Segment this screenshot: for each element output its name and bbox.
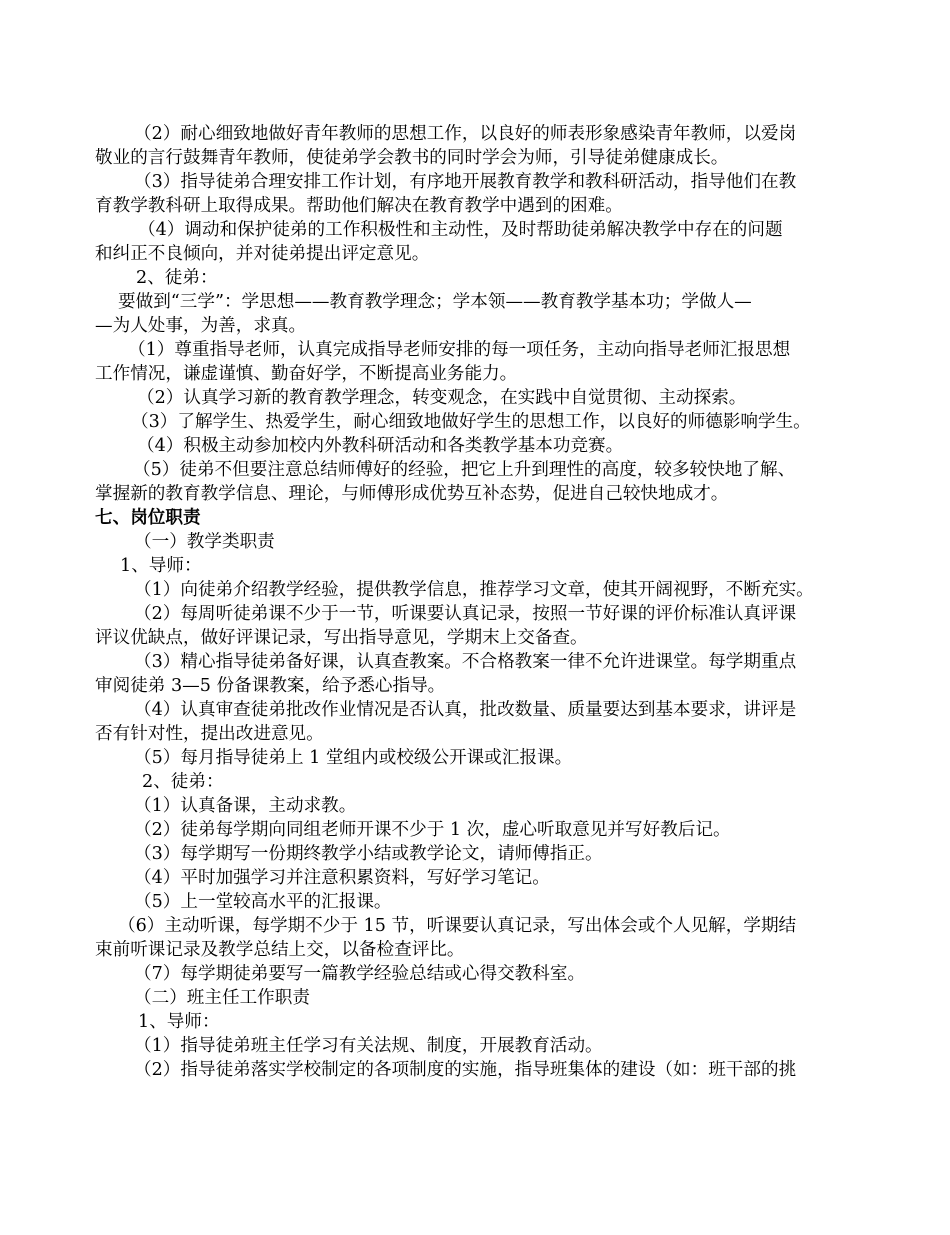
text-line: （1）认真备课，主动求教。 [134, 796, 357, 816]
text-line: （6）主动听课，每学期不少于 15 节，听课要认真记录，写出体会或个人见解，学期结 [118, 916, 797, 936]
text-line: （5）上一堂较高水平的汇报课。 [134, 892, 392, 912]
subheading: 2、徒弟： [142, 772, 224, 792]
text-line: （2）认真学习新的教育教学理念，转变观念，在实践中自觉贯彻、主动探索。 [137, 388, 747, 408]
text-line: （4）调动和保护徒弟的工作积极性和主动性，及时帮助徒弟解决教学中存在的问题 [138, 220, 783, 240]
text-line: （2）指导徒弟落实学校制定的各项制度的实施，指导班集体的建设（如：班干部的挑 [134, 1060, 797, 1080]
subheading: 2、徒弟： [136, 268, 218, 288]
text-line: 和纠正不良倾向，并对徒弟提出评定意见。 [95, 244, 430, 264]
text-line: （3）指导徒弟合理安排工作计划，有序地开展教育教学和教科研活动，指导他们在教 [134, 172, 797, 192]
text-line: （3）每学期写一份期终教学小结或教学论文，请师傅指正。 [134, 844, 603, 864]
text-line: （5）徒弟不但要注意总结师傅好的经验，把它上升到理性的高度，较多较快地了解、 [133, 460, 796, 480]
text-line: （2）徒弟每学期向同组老师开课不少于 1 次，虚心听取意见并写好教后记。 [134, 820, 731, 840]
text-line: 评议优缺点，做好评课记录，写出指导意见，学期末上交备查。 [95, 628, 588, 648]
text-line: （4）平时加强学习并注意积累资料，写好学习笔记。 [134, 868, 550, 888]
text-line: 育教学教科研上取得成果。帮助他们解决在教育教学中遇到的困难。 [95, 196, 623, 216]
text-line: —为人处事，为善，求真。 [95, 316, 307, 336]
text-line: （4）积极主动参加校内外教科研活动和各类教学基本功竞赛。 [137, 436, 624, 456]
text-line: 敬业的言行鼓舞青年教师，使徒弟学会教书的同时学会为师，引导徒弟健康成长。 [95, 148, 729, 168]
text-line: 掌握新的教育教学信息、理论，与师傅形成优势互补态势，促进自己较快地成才。 [95, 484, 729, 504]
subheading: 1、导师： [120, 556, 202, 576]
text-line: （3）精心指导徒弟备好课，认真查教案。不合格教案一律不允许进课堂。每学期重点 [134, 652, 797, 672]
text-line: （3）了解学生、热爱学生，耐心细致地做好学生的思想工作，以良好的师德影响学生。 [131, 412, 811, 432]
subsection-heading: （二）班主任工作职责 [134, 988, 310, 1008]
text-line: （2）每周听徒弟课不少于一节，听课要认真记录，按照一节好课的评价标准认真评课 [134, 604, 797, 624]
section-heading: 七、岗位职责 [95, 508, 201, 528]
text-line: 工作情况，谦虚谨慎、勤奋好学，不断提高业务能力。 [95, 364, 518, 384]
text-line: 要做到“三学”：学思想——教育教学理念；学本领——教育教学基本功；学做人— [118, 292, 752, 312]
text-line: 否有针对性，提出改进意见。 [95, 724, 324, 744]
text-line: （1）指导徒弟班主任学习有关法规、制度，开展教育活动。 [134, 1036, 603, 1056]
text-line: （7）每学期徒弟要写一篇教学经验总结或心得交教科室。 [134, 964, 586, 984]
text-line: （4）认真审查徒弟批改作业情况是否认真，批改数量、质量要达到基本要求，讲评是 [134, 700, 797, 720]
text-line: 束前听课记录及教学总结上交，以备检查评比。 [95, 940, 465, 960]
text-line: 审阅徒弟 3—5 份备课教案，给予悉心指导。 [95, 676, 446, 696]
text-line: （5）每月指导徒弟上 1 堂组内或校级公开课或汇报课。 [134, 748, 573, 768]
subsection-heading: （一）教学类职责 [134, 532, 275, 552]
subheading: 1、导师： [138, 1012, 220, 1032]
text-line: （1）向徒弟介绍教学经验，提供教学信息，推荐学习文章，使其开阔视野，不断充实。 [134, 580, 814, 600]
text-line: （2）耐心细致地做好青年教师的思想工作，以良好的师表形象感染青年教师，以爱岗 [134, 124, 797, 144]
text-line: （1）尊重指导老师，认真完成指导老师安排的每一项任务，主动向指导老师汇报思想 [128, 340, 791, 360]
